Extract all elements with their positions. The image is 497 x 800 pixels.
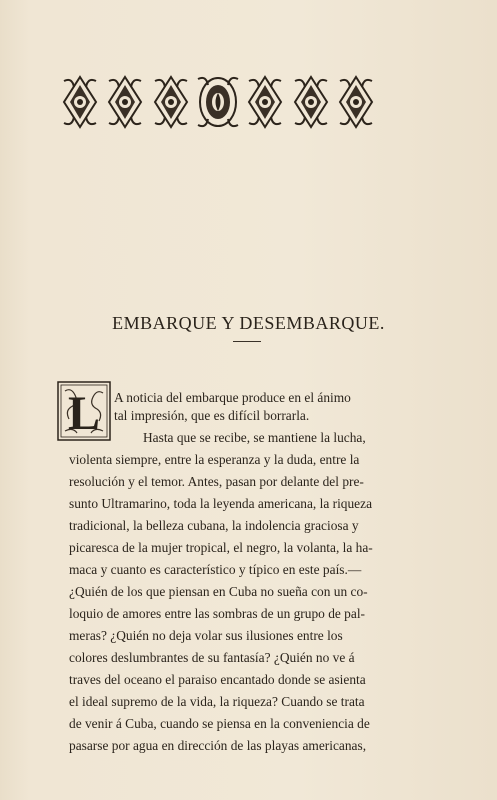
text-line: picaresca de la mujer tropical, el negro, la volanta, la ha- <box>69 540 373 555</box>
text-line: meras? ¿Quién no deja volar sus ilusiones entre los <box>69 628 343 643</box>
text-line: colores deslumbrantes de su fantasía? ¿Quién no ve á <box>69 650 355 665</box>
ornament-tile-icon <box>291 73 331 131</box>
ornament-tile-icon <box>151 73 191 131</box>
text-line: traves del oceano el paraiso encantado donde se asienta <box>69 672 366 687</box>
ornament-tile-icon <box>105 73 145 131</box>
ornament-center-medallion-icon <box>196 73 240 131</box>
text-line: de venir á Cuba, cuando se piensa en la conveniencia de <box>69 716 370 731</box>
title-divider <box>233 341 261 342</box>
ornament-tile-icon <box>245 73 285 131</box>
text-line: violenta siempre, entre la esperanza y la duda, entre la <box>69 452 360 467</box>
ornament-tile-icon <box>336 73 376 131</box>
ornament-tile-icon <box>60 73 100 131</box>
drop-cap-initial-icon <box>57 381 111 441</box>
text-line: tradicional, la belleza cubana, la indolencia graciosa y <box>69 518 359 533</box>
text-line: resolución y el temor. Antes, pasan por delante del pre- <box>69 474 364 489</box>
text-line: ¿Quién de los que piensan en Cuba no sueña con un co- <box>69 584 368 599</box>
text-line: el ideal supremo de la vida, la riqueza? Cuando se trata <box>69 694 365 709</box>
chapter-title: EMBARQUE Y DESEMBARQUE. <box>112 313 385 333</box>
text-line: Hasta que se recibe, se mantiene la lucha, <box>143 430 366 445</box>
text-line: maca y cuanto es característico y típico en este país.— <box>69 562 362 577</box>
text-line: pasarse por agua en dirección de las playas americanas, <box>69 738 367 753</box>
text-line: A noticia del embarque produce en el ánimo <box>114 390 351 405</box>
svg-text:L: L <box>67 387 101 440</box>
ornamental-header-band <box>60 73 376 131</box>
text-line: sunto Ultramarino, toda la leyenda americana, la riqueza <box>69 496 373 511</box>
text-line: tal impresión, que es difícil borrarla. <box>114 408 310 423</box>
text-line: loquio de amores entre las sombras de un grupo de pal- <box>69 606 365 621</box>
